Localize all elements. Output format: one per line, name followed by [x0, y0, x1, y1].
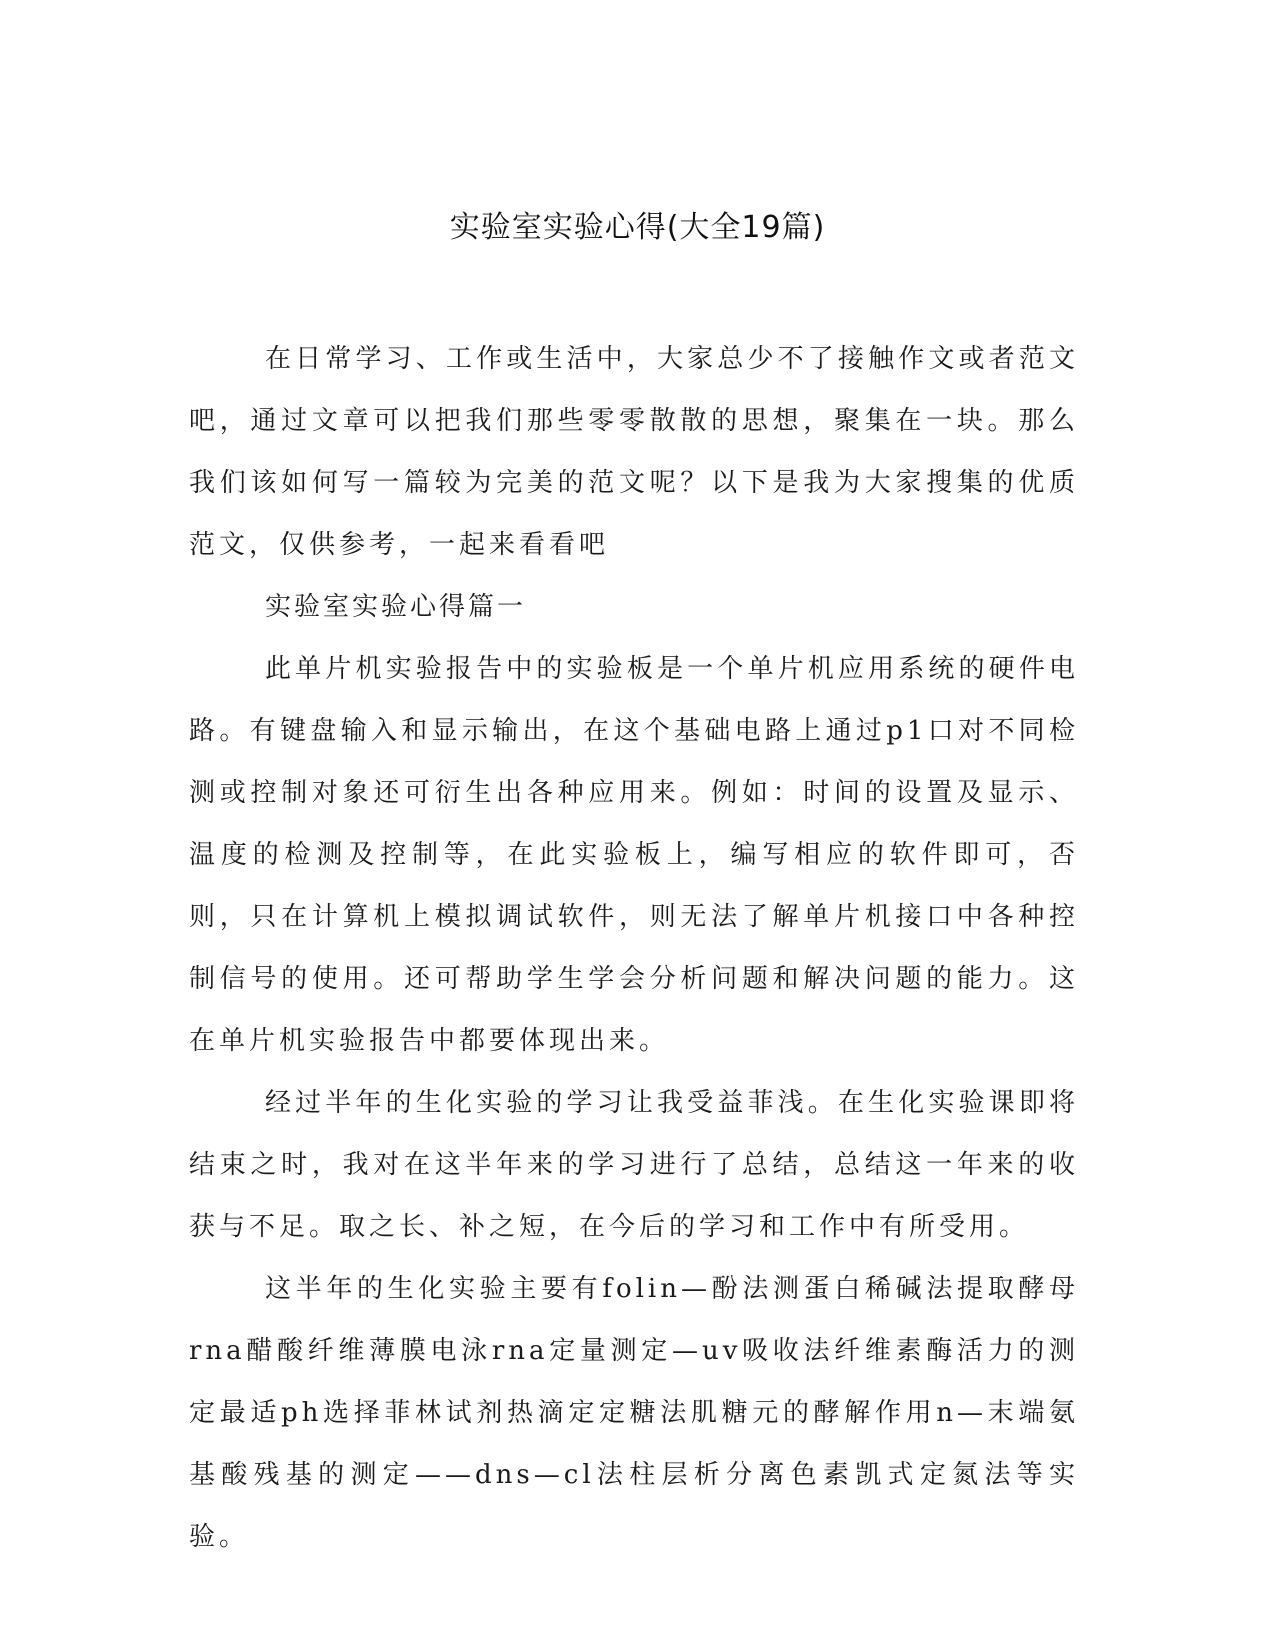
body-paragraph: 这半年的生化实验主要有folin—酚法测蛋白稀碱法提取酵母rna醋酸纤维薄膜电泳rna定量测定—uv吸收法纤维素酶活力的测定最适ph选择菲林试剂热滴定定糖法肌糖元的酵解作用n—末端氨基酸残基的测定——dns—cl法柱层析分离色素凯式定氮法等实验。 [189, 1274, 1079, 1552]
intro-paragraph: 在日常学习、工作或生活中，大家总少不了接触作文或者范文吧，通过文章可以把我们那些零零散散的思想，聚集在一块。那么我们该如何写一篇较为完美的范文呢？以下是我为大家搜集的优质范文，仅供参考，一起来看看吧 [189, 344, 1079, 560]
body-paragraph: 经过半年的生化实验的学习让我受益菲浅。在生化实验课即将结束之时，我对在这半年来的学习进行了总结，总结这一年来的收获与不足。取之长、补之短，在今后的学习和工作中有所受用。 [189, 1088, 1079, 1242]
body-paragraph: 此单片机实验报告中的实验板是一个单片机应用系统的硬件电路。有键盘输入和显示输出，在这个基础电路上通过p1口对不同检测或控制对象还可衍生出各种应用来。例如：时间的设置及显示、温度的检测及控制等，在此实验板上，编写相应的软件即可，否则，只在计算机上模拟调试软件，则无法了解单片机接口中各种控制信号的使用。还可帮助学生学会分析问题和解决问题的能力。这在单片机实验报告中都要体现出来。 [189, 654, 1079, 1056]
document-body [189, 328, 1079, 1568]
section-heading: 实验室实验心得篇一 [265, 592, 527, 622]
document-title: 实验室实验心得(大全19篇) [449, 210, 826, 245]
